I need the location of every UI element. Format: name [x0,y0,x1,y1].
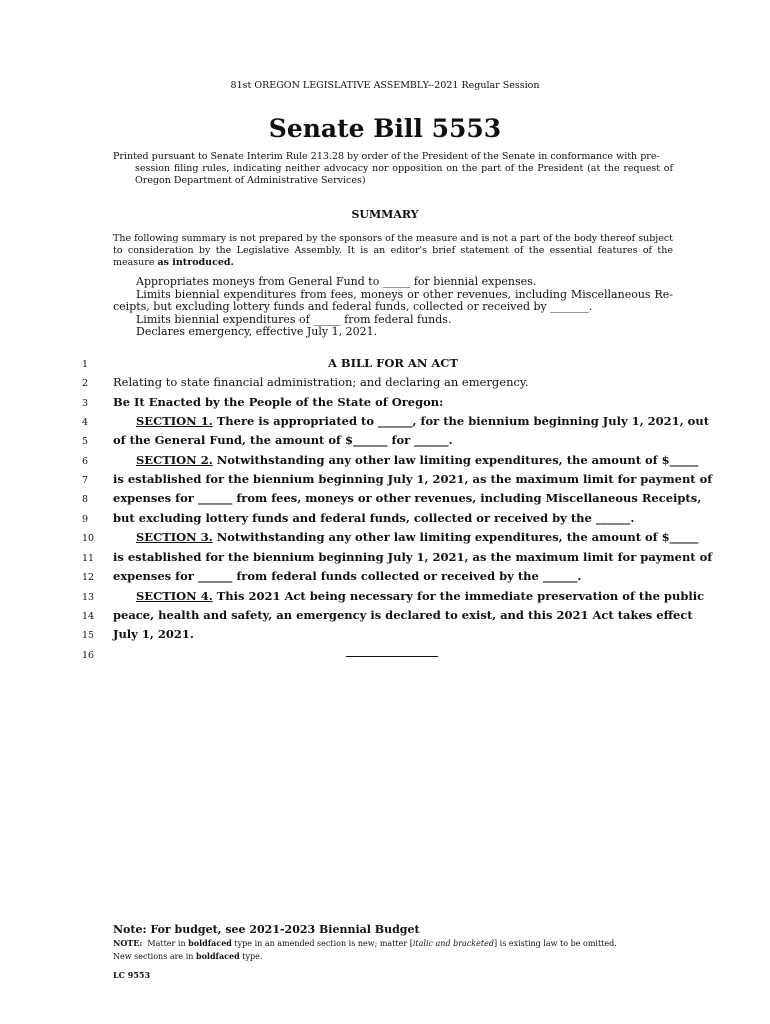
note-text: type in an amended section is new; matter [ [231,939,413,948]
line-number: 14 [82,611,95,622]
line-number: 7 [82,475,89,486]
summary-lines [113,276,673,339]
line-number: 6 [82,456,89,467]
bill-heading: A BILL FOR AN ACT [327,356,458,370]
note-italic: italic and bracketed [412,939,494,948]
summary-line: ceipts, but excluding lottery funds and federal funds, collected or received by _______. [113,300,593,313]
note-text: Matter in [147,939,189,948]
note-bold: boldfaced [188,938,232,948]
summary-intro-text: The following summary is not prepared by the sponsors of the measure and is not a part of the body thereof subject to consideration by the Legislative Assembly. It is an editor's brief statement of the essential features of the measure [113,233,673,268]
bill-text: There is appropriated to ______, for the biennium beginning July 1, 2021, out [212,414,710,428]
line-number: 1 [82,359,89,370]
summary-line: Declares emergency, effective July 1, 2021. [136,325,378,338]
note-text: type. [239,952,263,961]
line-number: 4 [82,417,89,428]
bill-text-line [113,589,705,603]
bill-text-line: peace, health and safety, an emergency is declared to exist, and this 2021 Act takes effect [113,608,693,622]
bill-text-line: July 1, 2021. [113,627,194,641]
summary-line: Appropriates moneys from General Fund to _____ for biennial expenses. [136,275,537,288]
bill-text-line: expenses for ______ from federal funds collected or received by the ______. [113,569,582,583]
line-number: 11 [82,553,95,564]
printed-notice-rest: session filing rules, indicating neither advocacy nor opposition on the part of the President (at the request of Oregon Department of Administrative Services) [135,163,673,186]
bill-text-line: expenses for ______ from fees, moneys or other revenues, including Miscellaneous Receipts, [113,491,702,505]
summary-heading: SUMMARY [351,208,419,221]
section-3-label: SECTION 3. [136,530,213,544]
format-note [113,938,673,948]
section-1-label: SECTION 1. [136,414,213,428]
budget-note: Note: For budget, see 2021-2023 Biennial Budget [113,923,420,936]
line-number: 16 [82,650,95,661]
line-number: 9 [82,514,89,525]
bill-text-line: of the General Fund, the amount of $______ for ______. [113,433,453,447]
bill-text-line: is established for the biennium beginning July 1, 2021, as the maximum limit for payment of [113,472,713,486]
note-text: ] is existing law to be omitted. [493,939,617,948]
end-rule [346,656,438,657]
line-number: 2 [82,378,89,389]
note-text: New sections are in [113,952,196,961]
bill-text-line [113,414,710,428]
bill-text-line [113,530,699,544]
summary-intro-bold: as introduced. [157,257,234,268]
line-number: 13 [82,592,95,603]
printed-notice [113,151,673,187]
enacting-clause: Be It Enacted by the People of the State of Oregon: [113,395,444,409]
line-number: 5 [82,436,89,447]
line-number: 10 [82,533,95,544]
lc-number: LC 9553 [113,970,151,980]
bill-relating-clause: Relating to state financial administration; and declaring an emergency. [113,375,529,389]
summary-line: Limits biennial expenditures from fees, moneys or other revenues, including Miscellaneous Re- [136,287,673,301]
printed-notice-first-line: Printed pursuant to Senate Interim Rule 213.28 by order of the President of the Senate in conformance with pre- [113,151,660,162]
bill-text-line [113,453,699,467]
summary-line: Limits biennial expenditures of _____ from federal funds. [136,312,452,326]
summary-intro [113,233,673,269]
section-4-label: SECTION 4. [136,589,213,603]
line-number: 8 [82,494,89,505]
bill-text-line: is established for the biennium beginning July 1, 2021, as the maximum limit for payment of [113,550,713,564]
section-2-label: SECTION 2. [136,453,213,467]
note-label: NOTE: [113,938,143,948]
line-number: 3 [82,398,89,409]
line-number: 15 [82,630,95,641]
bill-text: Notwithstanding any other law limiting expenditures, the amount of $_____ [212,530,699,544]
bill-title: Senate Bill 5553 [268,114,502,143]
bill-text-line: but excluding lottery funds and federal funds, collected or received by the ______. [113,511,635,525]
session-header: 81st OREGON LEGISLATIVE ASSEMBLY--2021 Regular Session [230,80,540,91]
note-bold: boldfaced [195,951,240,961]
bill-text: This 2021 Act being necessary for the immediate preservation of the public [212,589,705,603]
new-sections-note [113,951,673,961]
bill-text: Notwithstanding any other law limiting expenditures, the amount of $_____ [212,453,699,467]
line-number: 12 [82,572,95,583]
